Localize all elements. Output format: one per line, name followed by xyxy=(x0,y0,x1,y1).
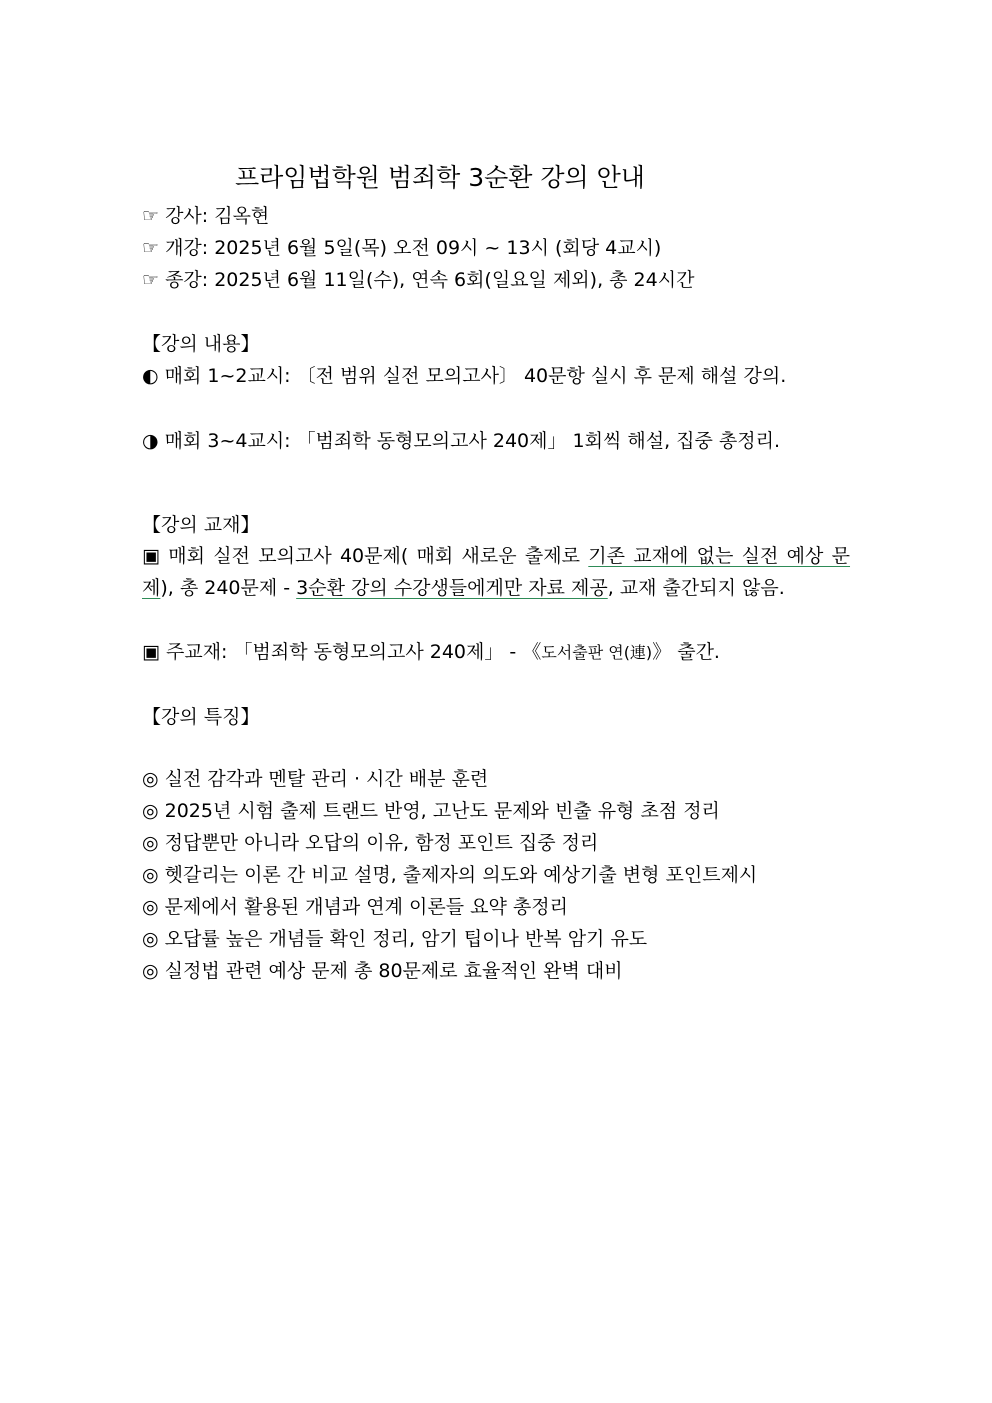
start-date-line: ☞ 개강: 2025년 6월 5일(목) 오전 09시 ~ 13시 (회당 4교시) xyxy=(142,237,662,259)
instructor-line: ☞ 강사: 김옥현 xyxy=(142,205,270,227)
feature-item: ◎ 2025년 시험 출제 트랜드 반영, 고난도 문제와 빈출 유형 초점 정리 xyxy=(142,800,720,822)
feature-item: ◎ 문제에서 활용된 개념과 연계 이론들 요약 총정리 xyxy=(142,896,568,918)
feature-item: ◎ 실정법 관련 예상 문제 총 80문제로 효율적인 완벽 대비 xyxy=(142,960,623,982)
publisher-name: 도서출판 연(連) xyxy=(541,643,653,662)
content-item-1: ◐ 매회 1~2교시: 〔전 범위 실전 모의고사〕 40문항 실시 후 문제 해설 강의. xyxy=(142,365,787,387)
materials-item-1 xyxy=(142,540,850,604)
materials-item-1-highlight-1: 기존 교재에 없는 실전 예상 문제 xyxy=(142,545,851,599)
materials-item-2-text-b: 》 출간. xyxy=(652,641,720,663)
feature-item: ◎ 헷갈리는 이론 간 비교 설명, 출제자의 의도와 예상기출 변형 포인트제시 xyxy=(142,864,758,886)
content-item-2: ◑ 매회 3~4교시: 「범죄학 동형모의고사 240제」 1회씩 해설, 집중 총정리. xyxy=(142,430,781,452)
materials-heading: 【강의 교재】 xyxy=(142,514,260,536)
feature-item: ◎ 실전 감각과 멘탈 관리 · 시간 배분 훈련 xyxy=(142,768,489,790)
feature-item: ◎ 오답률 높은 개념들 확인 정리, 암기 팁이나 반복 암기 유도 xyxy=(142,928,648,950)
features-heading: 【강의 특징】 xyxy=(142,706,260,728)
end-date-line: ☞ 종강: 2025년 6월 11일(수), 연속 6회(일요일 제외), 총 24시간 xyxy=(142,269,695,291)
materials-item-1-highlight-2: 3순환 강의 수강생들에게만 자료 제공 xyxy=(296,577,608,599)
feature-item: ◎ 정답뿐만 아니라 오답의 이유, 함정 포인트 집중 정리 xyxy=(142,832,599,854)
materials-item-1-text-b: ), 총 240문제 - xyxy=(160,577,297,599)
materials-item-2-text-a: ▣ 주교재: 「범죄학 동형모의고사 240제」 - 《 xyxy=(142,641,542,663)
page-title: 프라임법학원 범죄학 3순환 강의 안내 xyxy=(235,163,645,192)
materials-item-1-text-c: , 교재 출간되지 않음. xyxy=(607,577,785,599)
content-heading: 【강의 내용】 xyxy=(142,333,260,355)
materials-item-1-text-a: ▣ 매회 실전 모의고사 40문제( 매회 새로운 출제로 xyxy=(142,545,589,567)
materials-item-2 xyxy=(142,639,720,666)
